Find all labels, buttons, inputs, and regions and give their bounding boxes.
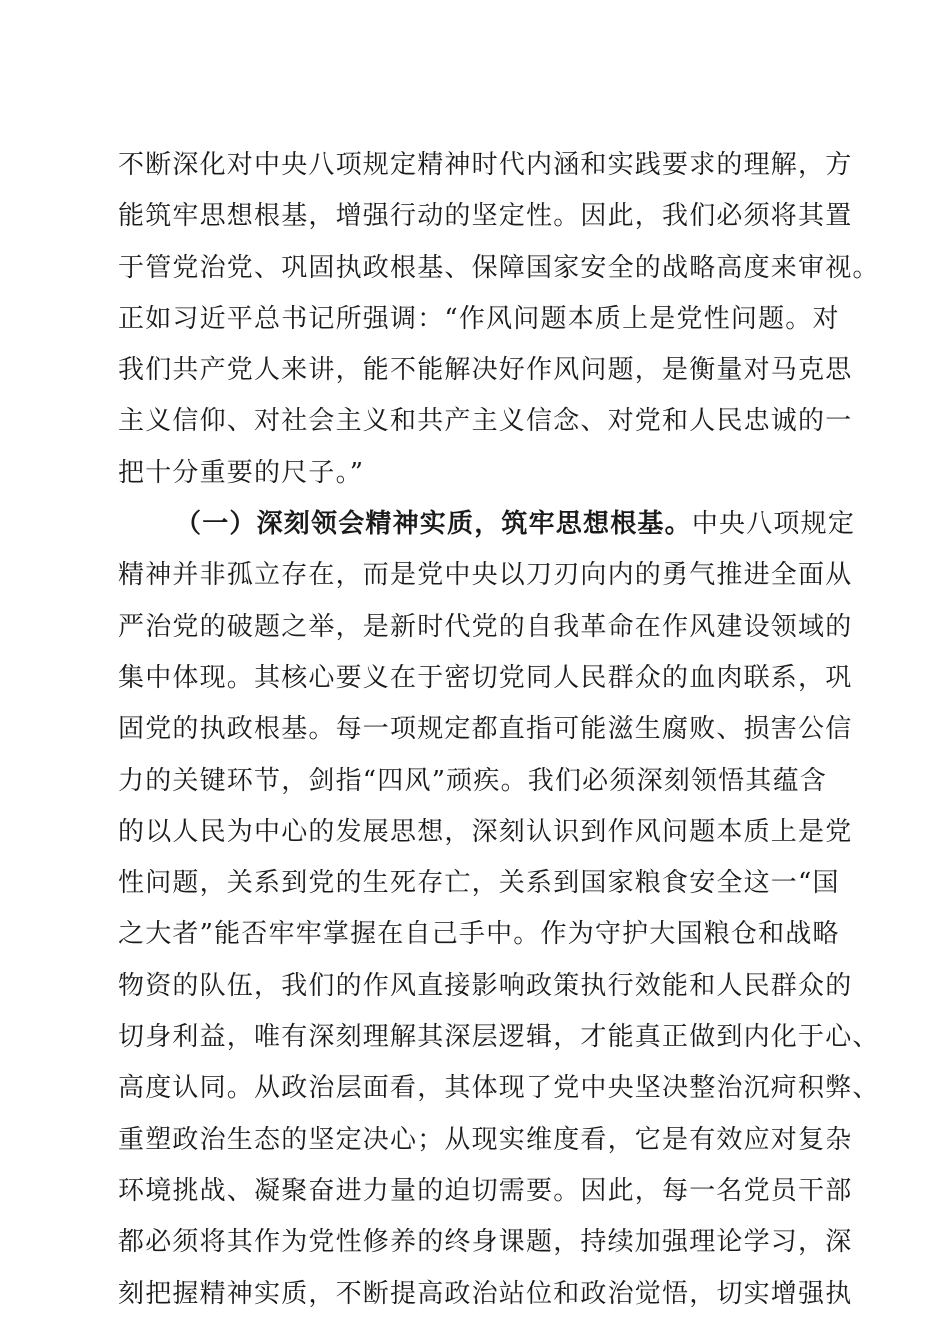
paragraph-line: 我们共产党人来讲，能不能解决好作风问题，是衡量对马克思 xyxy=(118,355,853,386)
section-line: 刻把握精神实质，不断提高政治站位和政治觉悟，切实增强执 xyxy=(118,1278,853,1309)
section-first-line-text: 中央八项规定 xyxy=(691,509,856,540)
section-line: 都必须将其作为党性修养的终身课题，持续加强理论学习，深 xyxy=(118,1227,853,1258)
section-line: 固党的执政根基。每一项规定都直指可能滋生腐败、损害公信 xyxy=(118,714,853,745)
section-line: 物资的队伍，我们的作风直接影响政策执行效能和人民群众的 xyxy=(118,970,853,1001)
section-line: 严治党的破题之举，是新时代党的自我革命在作风建设领域的 xyxy=(118,611,853,642)
paragraph-line: 能筑牢思想根基，增强行动的坚定性。因此，我们必须将其置 xyxy=(118,201,853,232)
section-line: 环境挑战、凝聚奋进力量的迫切需要。因此，每一名党员干部 xyxy=(118,1175,853,1206)
paragraph-line: 主义信仰、对社会主义和共产主义信念、对党和人民忠诚的一 xyxy=(118,406,853,437)
document-body xyxy=(118,140,880,1320)
section-line: 性问题，关系到党的生死存亡，关系到国家粮食安全这一“国 xyxy=(118,868,840,899)
section-line: 力的关键环节，剑指“四风”顽疾。我们必须深刻领悟其蕴含 xyxy=(118,765,827,796)
paragraph-line: 不断深化对中央八项规定精神时代内涵和实践要求的理解，方 xyxy=(118,150,853,180)
section-line: 的以人民为中心的发展思想，深刻认识到作风问题本质上是党 xyxy=(118,816,853,847)
paragraph-line: 于管党治党、巩固执政根基、保障国家安全的战略高度来审视。 xyxy=(118,252,880,283)
section-line: 切身利益，唯有深刻理解其深层逻辑，才能真正做到内化于心、 xyxy=(118,1022,880,1053)
section-line: 重塑政治生态的坚定决心；从现实维度看，它是有效应对复杂 xyxy=(118,1124,853,1155)
section-heading-line xyxy=(118,499,856,550)
section-heading: （一）深刻领会精神实质，筑牢思想根基。 xyxy=(175,509,692,540)
section-line: 集中体现。其核心要义在于密切党同人民群众的血肉联系，巩 xyxy=(118,662,853,693)
paragraph-line: 把十分重要的尺子。” xyxy=(118,457,365,488)
paragraph-line: 正如习近平总书记所强调：“作风问题本质上是党性问题。对 xyxy=(118,303,840,334)
section-line: 高度认同。从政治层面看，其体现了党中央坚决整治沉疴积弊、 xyxy=(118,1073,880,1104)
section-line: 之大者”能否牢牢掌握在自己手中。作为守护大国粮仓和战略 xyxy=(118,919,840,950)
section-line: 精神并非孤立存在，而是党中央以刀刃向内的勇气推进全面从 xyxy=(118,560,853,591)
